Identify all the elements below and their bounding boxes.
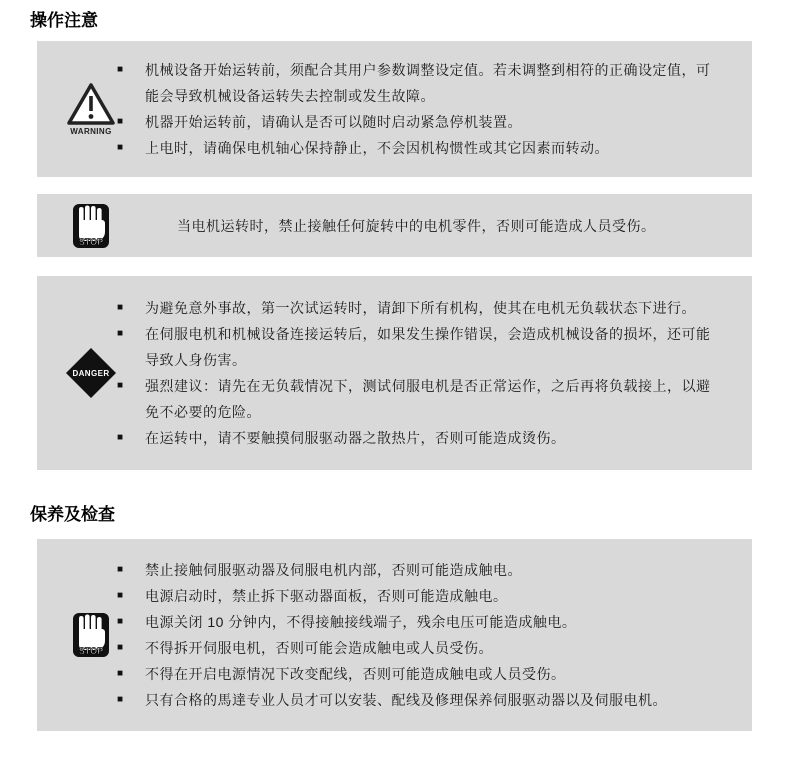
notice-item-text: 禁止接触伺服驱动器及伺服电机内部，否则可能造成触电。 — [145, 562, 522, 578]
notice-box-danger — [37, 276, 752, 470]
notice-item-text: 上电时，请确保电机轴心保持静止，不会因机构惯性或其它因素而转动。 — [145, 140, 609, 156]
notice-item-text: 强烈建议：请先在无负载情况下，测试伺服电机是否正常运作，之后再将负载接上，以避免不必要的危险。 — [145, 378, 711, 420]
warning-icon — [66, 82, 116, 126]
bullet-square-icon: ■ — [117, 328, 124, 339]
notice-item — [117, 557, 712, 583]
stop-icon — [72, 203, 110, 249]
notice-item-text: 机器开始运转前，请确认是否可以随时启动紧急停机装置。 — [145, 114, 522, 130]
section-title-operation: 操作注意 — [30, 11, 98, 30]
notice-item — [117, 321, 712, 373]
warning-item-list — [37, 41, 752, 177]
notice-item-text: 为避免意外事故，第一次试运转时，请卸下所有机构，使其在电机无负载状态下进行。 — [145, 300, 696, 316]
stop-icon-wrap — [37, 203, 145, 249]
notice-item — [117, 109, 712, 135]
bullet-square-icon: ■ — [117, 564, 124, 575]
bullet-square-icon: ■ — [117, 142, 124, 153]
notice-item-text: 在运转中，请不要触摸伺服驱动器之散热片，否则可能造成烫伤。 — [145, 430, 566, 446]
stop-icon-wrap — [37, 612, 145, 658]
notice-item-text: 不得拆开伺服电机，否则可能会造成触电或人员受伤。 — [145, 640, 493, 656]
notice-box-maintenance-stop — [37, 539, 752, 731]
stop-icon-label: STOP — [78, 646, 104, 656]
danger-icon — [65, 347, 117, 399]
bullet-square-icon: ■ — [117, 616, 124, 627]
bullet-square-icon: ■ — [117, 694, 124, 705]
notice-item — [117, 135, 712, 161]
notice-item-text: 电源启动时，禁止拆下驱动器面板，否则可能造成触电。 — [145, 588, 508, 604]
stop-icon-label: STOP — [78, 236, 104, 247]
stop-notice-text: 当电机运转时，禁止接触任何旋转中的电机零件，否则可能造成人员受伤。 — [177, 217, 656, 234]
danger-icon-label: DANGER — [72, 369, 110, 378]
notice-box-warning — [37, 41, 752, 177]
notice-item — [117, 661, 712, 687]
danger-item-list — [37, 276, 752, 470]
warning-icon-wrap — [37, 82, 145, 136]
notice-item — [117, 57, 712, 109]
notice-item — [117, 687, 712, 713]
bullet-square-icon: ■ — [117, 668, 124, 679]
notice-item — [117, 425, 712, 451]
notice-item — [117, 609, 712, 635]
notice-box-stop — [37, 194, 752, 257]
notice-item-text: 只有合格的馬達专业人员才可以安装、配线及修理保养伺服驱动器以及伺服电机。 — [145, 692, 667, 708]
notice-item — [117, 373, 712, 425]
notice-item — [117, 295, 712, 321]
bullet-square-icon: ■ — [117, 380, 124, 391]
warning-icon-label: WARNING — [70, 127, 112, 136]
notice-item — [117, 583, 712, 609]
notice-item — [117, 635, 712, 661]
bullet-square-icon: ■ — [117, 302, 124, 313]
notice-item-text: 不得在开启电源情况下改变配线，否则可能造成触电或人员受伤。 — [145, 666, 566, 682]
bullet-square-icon: ■ — [117, 64, 124, 75]
notice-item-text: 电源关闭 10 分钟内，不得接触接线端子，残余电压可能造成触电。 — [145, 614, 577, 630]
maintenance-item-list — [37, 539, 752, 731]
bullet-square-icon: ■ — [117, 116, 124, 127]
stop-icon — [72, 612, 110, 658]
section-title-maintenance: 保养及检查 — [30, 505, 115, 524]
bullet-square-icon: ■ — [117, 642, 124, 653]
notice-item-text: 在伺服电机和机械设备连接运转后，如果发生操作错误，会造成机械设备的损坏，还可能导致人身伤害。 — [145, 326, 711, 368]
bullet-square-icon: ■ — [117, 432, 124, 443]
notice-item-text: 机械设备开始运转前，须配合其用户参数调整设定值。若未调整到相符的正确设定值，可能会导致机械设备运转失去控制或发生故障。 — [145, 62, 711, 104]
bullet-square-icon: ■ — [117, 590, 124, 601]
danger-icon-wrap — [37, 347, 145, 399]
